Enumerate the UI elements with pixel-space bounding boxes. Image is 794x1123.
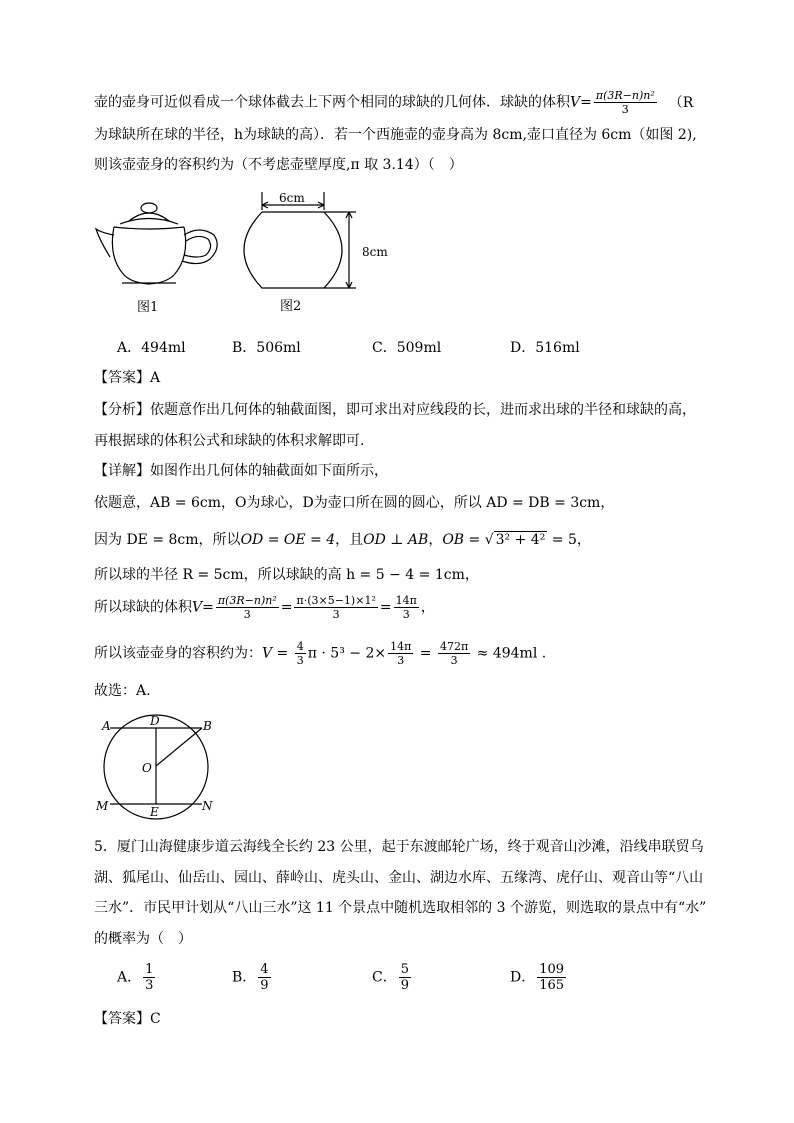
teapot-figure [92, 195, 232, 320]
q5-stem-line3: 三水”．市民甲计划从“八山三水”这 11 个景点中随机选取相邻的 3 个游览，则选取的景点中有“水” [94, 900, 707, 916]
svg-text:M: M [96, 799, 109, 813]
fig1-label: 图1 [137, 300, 159, 315]
q4-detail-line3: 因为 DE = 8cm，所以OD = OE = 4，且OD ⊥ AB，OB = √ 3² + 4² = 5， [94, 532, 591, 548]
sphere-cap-volume-fraction: $\frac{\text{π(3R−n)n²}}{3}$ [595, 89, 655, 116]
teapot-body [112, 227, 185, 284]
svg-text:B: B [203, 719, 212, 733]
segment-OB [156, 728, 202, 766]
q5-stem-line2: 湖、狐尾山、仙岳山、园山、薛岭山、虎头山、金山、湖边水库、五缘湾、虎仔山、观音山等“八山 [94, 870, 704, 886]
q5-option-b[interactable]: B． $\frac{4}{9}$ [232, 962, 269, 993]
axial-section-figure [92, 712, 227, 822]
q5-stem-line1: 5．厦门山海健康步道云海线全长约 23 公里，起于东渡邮轮广场，终于观音山沙滩，沿线串联贸乌 [94, 839, 704, 855]
q5-option-a[interactable]: A． $\frac{1}{3}$ [117, 962, 154, 993]
teapot-lid-knob [141, 203, 157, 213]
q5-option-d[interactable]: D． $\frac{109}{165}$ [510, 962, 565, 993]
q4-detail-line6: 所以该壶壶身的容积约为：V = $\frac{4}{3}$ π · 5³ − 2× $\frac{14\pi}{3}$ = $\frac{472\pi}{3}$ ≈ 494ml . [94, 640, 547, 667]
q4-option-d[interactable]: D．516ml [510, 340, 580, 356]
svg-text:E: E [150, 805, 159, 819]
q5-option-c[interactable]: C． $\frac{5}{9}$ [372, 962, 409, 993]
q4-option-a[interactable]: A．494ml [117, 340, 186, 356]
svg-text:N: N [202, 799, 213, 813]
q4-detail-line5: 所以球缺的体积V= $\frac{\text{π(3R−n)n²}}{3}$ = $\frac{\text{π·(3×5−1)×1²}}{3}$ = $\frac{14\pi}{3}$ ， [94, 594, 435, 621]
q4-stem-line1: 壶的壶身可近似看成一个球体截去上下两个相同的球缺的几何体．球缺的体积V= $\frac{\text{π(3R−n)n²}}{3}$ （R [94, 89, 694, 116]
q4-answer: 【答案】A [94, 370, 161, 386]
fig2-top-label: 6cm [279, 191, 305, 205]
vessel-outline [244, 212, 342, 288]
svg-text:A: A [102, 719, 111, 733]
svg-text:D: D [150, 714, 160, 728]
q4-stem-line2: 为球缺所在球的半径，h为球缺的高）．若一个西施壶的壶身高为 8cm,壶口直径为 6cm（如图 2), [94, 127, 697, 143]
vessel-figure [234, 190, 404, 320]
q4-choose: 故选：A. [94, 683, 151, 699]
fig2-label: 图2 [280, 299, 302, 314]
q4-analysis-line1: 【分析】依题意作出几何体的轴截面图，即可求出对应线段的长，进而求出球的半径和球缺的高， [94, 402, 696, 418]
q4-analysis-line2: 再根据球的体积公式和球缺的体积求解即可. [94, 433, 365, 449]
teapot-spout [96, 229, 114, 257]
fig2-side-label: 8cm [362, 245, 388, 259]
q4-detail-line2: 依题意，AB = 6cm，O为球心，D为壶口所在圆的圆心，所以 AD = DB = 3cm， [94, 495, 615, 511]
q5-stem-line4: 的概率为（ ） [94, 931, 192, 947]
q4-option-b[interactable]: B．506ml [232, 340, 301, 356]
q4-option-c[interactable]: C．509ml [372, 340, 442, 356]
q5-answer: 【答案】C [94, 1011, 161, 1027]
q4-detail-line1: 【详解】如图作出几何体的轴截面如下面所示， [94, 463, 388, 479]
teapot-handle [182, 230, 217, 264]
q4-stem-line3: 则该壶壶身的容积约为（不考虑壶壁厚度,π 取 3.14）（ ） [94, 157, 463, 173]
q4-detail-line4: 所以球的半径 R = 5cm，所以球缺的高 h = 5 − 4 = 1cm， [94, 567, 479, 583]
svg-text:O: O [142, 761, 152, 775]
